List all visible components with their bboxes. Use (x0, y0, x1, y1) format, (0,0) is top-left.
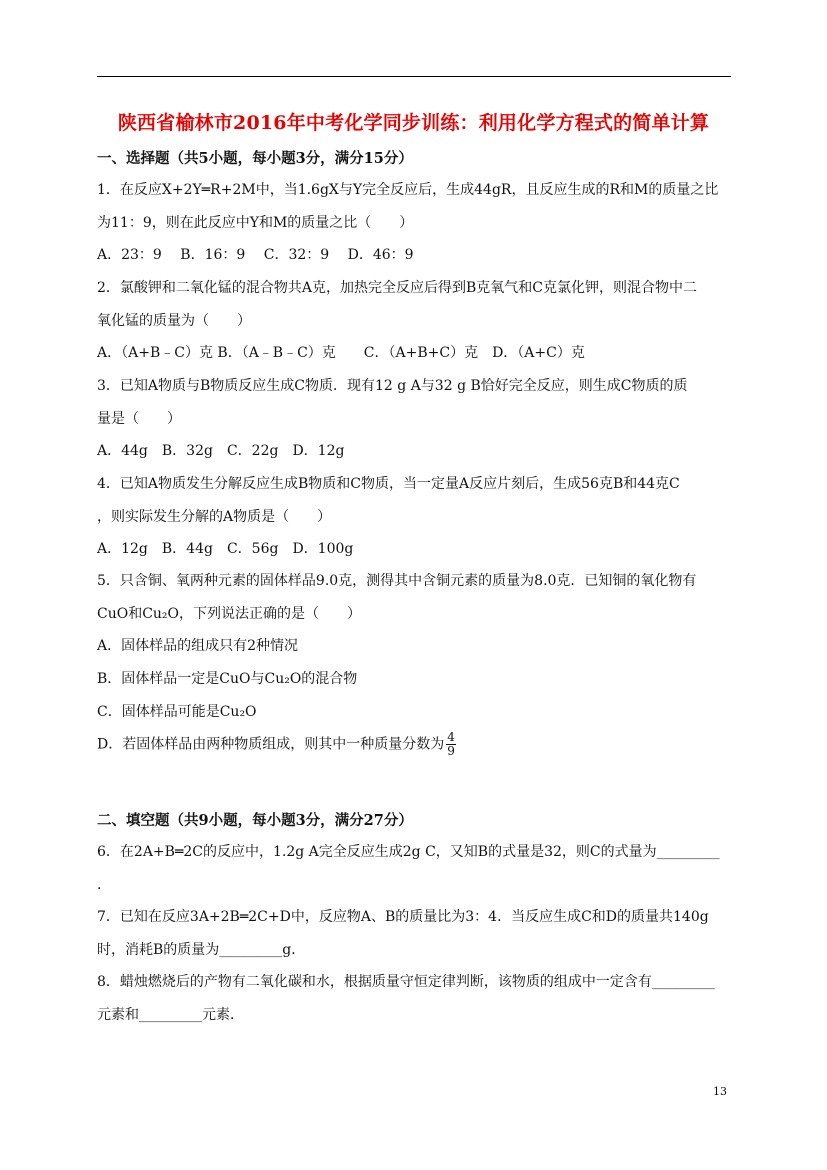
question-8-line-1: 8．蜡烛燃烧后的产物有二氧化碳和水，根据质量守恒定律判断，该物质的组成中一定含有_________ (97, 974, 715, 990)
question-7-line-1: 7．已知在反应3A+2B═2C+D中，反应物A、B的质量比为3：4．当反应生成C和D的质量共140g (97, 909, 709, 925)
question-5-option-a: A．固体样品的组成只有2种情况 (97, 638, 299, 654)
question-4-line-1: 4．已知A物质发生分解反应生成B物质和C物质，当一定量A反应片刻后，生成56克B和44克C (97, 476, 680, 492)
question-5-line-2: CuO和Cu₂O，下列说法正确的是（ ） (97, 606, 362, 622)
question-5-option-d-text: D．若固体样品由两种物质组成，则其中一种质量分数为 (97, 736, 445, 753)
section-heading-choice: 一、选择题（共5小题，每小题3分，满分15分） (97, 150, 413, 167)
question-5-option-c: C．固体样品可能是Cu₂O (97, 704, 257, 720)
question-1-options: A．23：9 B．16：9 C．32：9 D．46：9 (97, 247, 414, 263)
question-2-options: A．（A+B﹣C）克 B．（A﹣B﹣C）克 C．（A+B+C）克 D．（A+C）克 (97, 345, 585, 361)
header-rule (97, 76, 731, 77)
question-6-line-2: ． (97, 877, 111, 893)
question-7-line-2: 时，消耗B的质量为_________g． (97, 942, 306, 958)
question-1-line-2: 为11：9，则在此反应中Y和M的质量之比（ ） (97, 215, 414, 231)
question-4-options: A．12g B．44g C．56g D．100g (97, 541, 354, 557)
question-5-option-d (97, 731, 456, 758)
question-8-line-2: 元素和_________元素． (97, 1007, 244, 1023)
fraction-numerator: 4 (447, 730, 455, 744)
fraction-denominator: 9 (447, 744, 455, 758)
fraction (446, 731, 456, 758)
question-2-line-2: 氧化锰的质量为（ ） (97, 313, 251, 329)
section-heading-fill: 二、填空题（共9小题，每小题3分，满分27分） (97, 812, 413, 829)
question-5-option-b: B．固体样品一定是CuO与Cu₂O的混合物 (97, 671, 358, 687)
question-3-line-1: 3．已知A物质与B物质反应生成C物质．现有12 g A与32 g B恰好完全反应，则生成C物质的质 (97, 378, 688, 394)
question-6-line-1: 6．在2A+B═2C的反应中，1.2g A完全反应生成2g C，又知B的式量是32，则C的式量为_________ (97, 844, 720, 860)
page-title: 陕西省榆林市2016年中考化学同步训练：利用化学方程式的简单计算 (117, 112, 710, 134)
page-number: 13 (713, 1085, 727, 1098)
question-3-options: A．44g B．32g C．22g D．12g (97, 443, 345, 459)
question-1-line-1: 1．在反应X+2Y═R+2M中，当1.6gX与Y完全反应后，生成44gR，且反应生成的R和M的质量之比 (97, 182, 719, 198)
question-4-line-2: ，则实际发生分解的A物质是（ ） (97, 509, 332, 525)
question-3-line-2: 量是（ ） (97, 411, 181, 427)
question-2-line-1: 2．氯酸钾和二氧化锰的混合物共A克，加热完全反应后得到B克氧气和C克氯化钾，则混合物中二 (97, 280, 698, 296)
question-5-line-1: 5．只含铜、氧两种元素的固体样品9.0克，测得其中含铜元素的质量为8.0克．已知铜的氧化物有 (97, 573, 697, 589)
